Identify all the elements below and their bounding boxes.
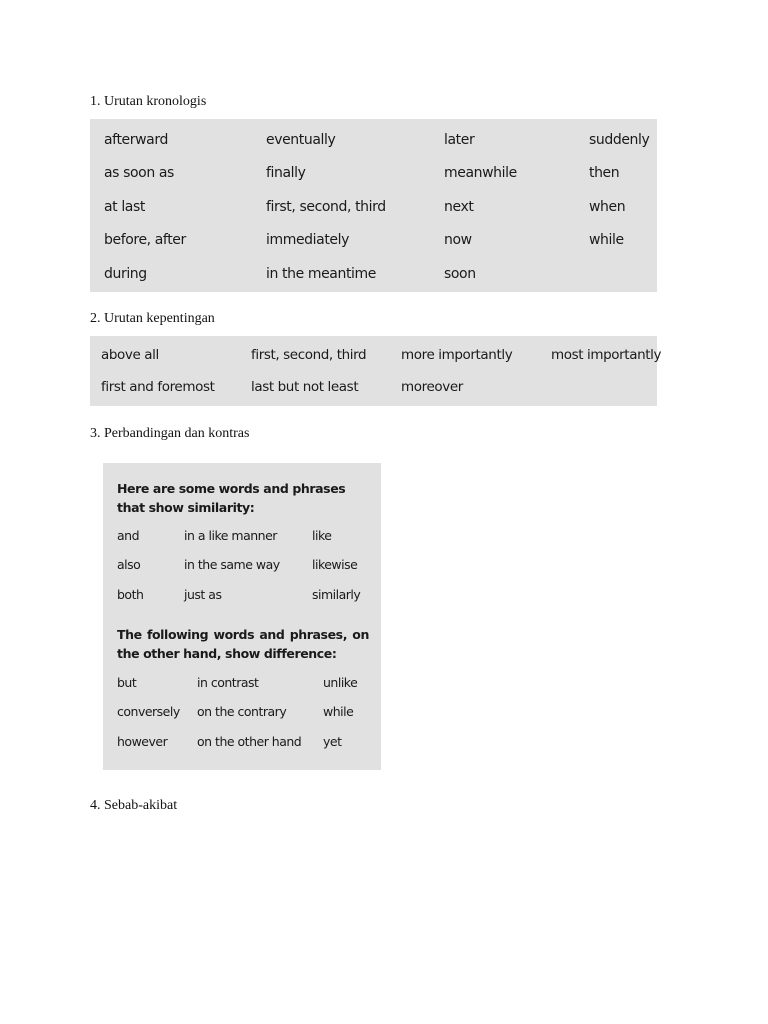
table-cell: at last — [104, 199, 145, 215]
table-cell: above all — [101, 347, 159, 363]
table-cell: both — [117, 587, 144, 602]
chronological-word-table — [90, 119, 657, 292]
section-3-heading: 3. Perbandingan dan kontras — [90, 426, 250, 441]
table-cell: but — [117, 675, 137, 690]
table-cell: next — [444, 199, 474, 215]
table-cell: like — [312, 528, 332, 543]
table-cell: now — [444, 232, 472, 248]
table-cell: yet — [323, 734, 342, 749]
table-cell: afterward — [104, 132, 168, 148]
table-cell: moreover — [401, 379, 463, 395]
table-cell: first and foremost — [101, 379, 215, 395]
section-4-heading: 4. Sebab-akibat — [90, 798, 178, 813]
table-cell: in a like manner — [184, 528, 277, 543]
table-cell: however — [117, 734, 168, 749]
table-cell: while — [323, 704, 354, 719]
table-cell: in the same way — [184, 557, 280, 572]
table-cell: suddenly — [589, 132, 650, 148]
table-cell: during — [104, 266, 147, 282]
table-cell: meanwhile — [444, 165, 517, 181]
comparison-word-table — [103, 463, 381, 770]
table-cell: before, after — [104, 232, 186, 248]
table-cell: on the contrary — [197, 704, 287, 719]
table-cell: soon — [444, 266, 476, 282]
table-cell: conversely — [117, 704, 180, 719]
table-cell: likewise — [312, 557, 358, 572]
section-1-heading: 1. Urutan kronologis — [90, 94, 207, 109]
table-cell: unlike — [323, 675, 358, 690]
table-cell: when — [589, 199, 626, 215]
table-cell: later — [444, 132, 475, 148]
similarity-intro: Here are some words and phrases that show similarity: — [117, 481, 346, 515]
table-cell: last but not least — [251, 379, 359, 395]
difference-intro: The following words and phrases, on the other hand, show difference: — [117, 627, 369, 661]
table-cell: just as — [184, 587, 222, 602]
table-cell: eventually — [266, 132, 336, 148]
table-cell: also — [117, 557, 141, 572]
importance-word-table — [90, 336, 662, 406]
table-cell: finally — [266, 165, 306, 181]
table-cell: then — [589, 165, 620, 181]
table-cell: and — [117, 528, 140, 543]
table-cell: first, second, third — [251, 347, 367, 363]
table-cell: most importantly — [551, 347, 662, 363]
table-cell: on the other hand — [197, 734, 302, 749]
table-cell: immediately — [266, 232, 350, 248]
section-2-heading: 2. Urutan kepentingan — [90, 311, 215, 326]
table-cell: in contrast — [197, 675, 259, 690]
table-cell: first, second, third — [266, 199, 386, 215]
table-cell: in the meantime — [266, 266, 376, 282]
table-cell: similarly — [312, 587, 361, 602]
table-cell: as soon as — [104, 165, 174, 181]
table-cell: while — [589, 232, 624, 248]
table-cell: more importantly — [401, 347, 513, 363]
